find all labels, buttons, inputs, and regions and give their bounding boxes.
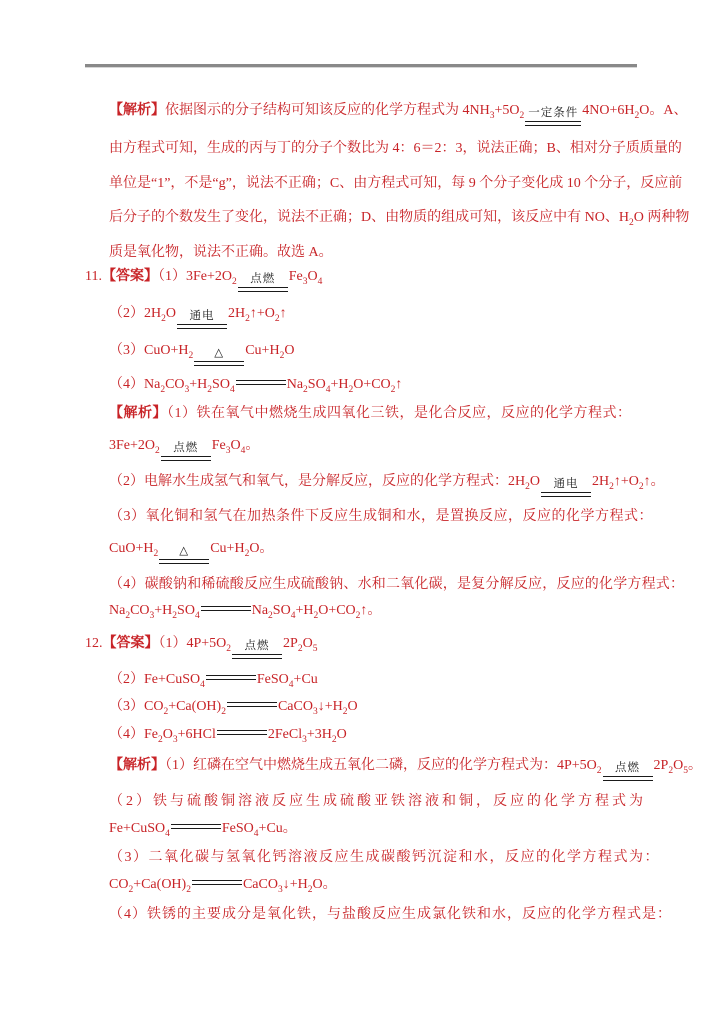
reaction-condition: [603, 762, 653, 781]
reaction-condition: [161, 442, 211, 461]
equals-double-line: [541, 492, 591, 497]
reaction-condition: [159, 545, 209, 564]
condition-text: 通电: [189, 310, 215, 322]
q11-analysis-1-text: 【解析】（1）铁在氧气中燃烧生成四氧化三铁，是化合反应，反应的化学方程式：: [109, 406, 632, 421]
equals-double-line: [217, 730, 267, 735]
reaction-condition: [194, 347, 244, 366]
q11-analysis-4-text: （4）碳酸钠和稀硫酸反应生成硫酸钠、水和二氧化碳，是复分解反应，反应的化学方程式：: [109, 577, 685, 592]
condition-text: △: [214, 347, 225, 359]
reaction-condition: [238, 273, 288, 292]
section-label: 【解析】: [109, 758, 165, 773]
q11-answer-eq-1: 11.【答案】$(1)3Fe+2O_2$ 点燃 $Fe_3O_4$: [85, 267, 322, 292]
section-label: 【解析】: [109, 406, 167, 421]
q11-analysis-2: （2）电解水生成氢气和氧气，是分解反应，反应的化学方程式：$2H_2O$ 通电 $2H_2↑+O_2↑$。: [109, 472, 665, 497]
equals-double-line: [194, 361, 244, 366]
equals-double-line: [603, 776, 653, 781]
q12-analysis-3-text: （3）二氧化碳与氢氧化钙溶液反应生成碳酸钙沉淀和水，反应的化学方程式为：: [109, 850, 660, 865]
reaction-condition: [232, 640, 282, 659]
equals-double-line: [232, 654, 282, 659]
condition-text: 点燃: [615, 762, 641, 774]
q10-analysis-line-2: 由方程式可知，生成的丙与丁的分子个数比为 4：6＝2：3，说法正确；B、相对分子质质量的: [109, 141, 682, 156]
q12-analysis-2-text: （2）铁与硫酸铜溶液反应生成硫酸亚铁溶液和铜，反应的化学方程式为: [109, 794, 646, 809]
q11-answer-eq-3: $(3)CuO+H_2$ △ $Cu+H_2O$: [109, 341, 294, 366]
q12-analysis-3-eq: $CO_2+Ca(OH)_2$ $CaCO_3↓+H_2O$。: [109, 877, 337, 895]
q11-analysis-1-eq: $3Fe+2O_2$ 点燃 $Fe_3O_4$。: [109, 436, 259, 461]
section-label: 【解析】: [109, 103, 165, 118]
condition-text: 点燃: [173, 442, 199, 454]
q12-answer-eq-4: $(4)Fe_2O_3+6HCl$ $2FeCl_3+3H_2O$: [109, 727, 347, 745]
equals-double-line: [159, 559, 209, 564]
q12-answer-eq-2: （2）Fe+CuSO$_4$ FeSO$_4$+Cu: [109, 672, 318, 690]
q10-analysis-line-5: 质是氧化物，说法不正确。故选 A。: [109, 245, 333, 260]
equals-double-line: [206, 675, 256, 680]
q12-answer-eq-1: 12.【答案】$(1)4P+5O_2$ 点燃 $2P_2O_5$: [85, 634, 317, 659]
equals-double-line: [192, 880, 242, 885]
q11-analysis-3-eq: $CuO+H_2$ △ $Cu+H_2O$。: [109, 539, 273, 564]
equals-double-line: [236, 380, 286, 385]
header-rule: [85, 64, 637, 68]
q10-analysis-line-3: 单位是“1”，不是“g”，说法不正确；C、由方程式可知，每 9 个分子变化成 10 个分子，反应前: [109, 176, 683, 191]
equals-double-line: [177, 324, 227, 329]
q11-answer-eq-2: $(2)2H_2O$ 通电 $2H_2↑+O_2↑$: [109, 304, 287, 329]
equals-double-line: [201, 606, 251, 611]
q12-answer-eq-3: $(3)CO_2+Ca(OH)_2$ $CaCO_3↓+H_2O$: [109, 699, 358, 717]
condition-text: 点燃: [250, 273, 276, 285]
section-label: 【答案】: [101, 269, 158, 284]
equals-double-line: [238, 287, 288, 292]
q11-analysis-3-text: （3）氧化铜和氢气在加热条件下反应生成铜和水，是置换反应，反应的化学方程式：: [109, 509, 653, 524]
reaction-condition: [525, 107, 581, 126]
condition-text: 通电: [553, 478, 579, 490]
equals-double-line: [161, 456, 211, 461]
q10-analysis-line-4: 后分子的个数发生了变化，说法不正确；D、由物质的组成可知，该反应中有 NO、$H_2O$ 两种物: [109, 210, 690, 228]
section-label: 【答案】: [102, 636, 159, 651]
q12-analysis-2-eq: Fe+CuSO$_4$ FeSO$_4$+Cu。: [109, 821, 297, 839]
equals-double-line: [171, 824, 221, 829]
equals-double-line: [525, 121, 581, 126]
reaction-condition: [177, 310, 227, 329]
reaction-condition: [541, 478, 591, 497]
q12-analysis-1: 【解析】（1）红磷在空气中燃烧生成五氧化二磷，反应的化学方程式为：$4P+5O_2$ 点燃 $2P_2O_5$。: [109, 756, 702, 781]
condition-text: △: [179, 545, 190, 557]
condition-text: 点燃: [244, 640, 270, 652]
q11-analysis-4-eq: $Na_2CO_3+H_2SO_4$ $Na_2SO_4+H_2O+CO_2↑$。: [109, 603, 382, 621]
q12-analysis-4-text: （4）铁锈的主要成分是氧化铁，与盐酸反应生成氯化铁和水，反应的化学方程式是：: [109, 907, 672, 922]
condition-text: 一定条件: [528, 107, 579, 119]
equals-double-line: [227, 702, 277, 707]
q11-answer-eq-4: $(4)Na_2CO_3+H_2SO_4$ $Na_2SO_4+H_2O+CO_2↑$: [109, 377, 403, 395]
q10-analysis-line-1: 【解析】依据图示的分子结构可知该反应的化学方程式为 $4NH_3+5O_2$ 一定条件 $4NO+6H_2O$。A、: [109, 101, 687, 126]
